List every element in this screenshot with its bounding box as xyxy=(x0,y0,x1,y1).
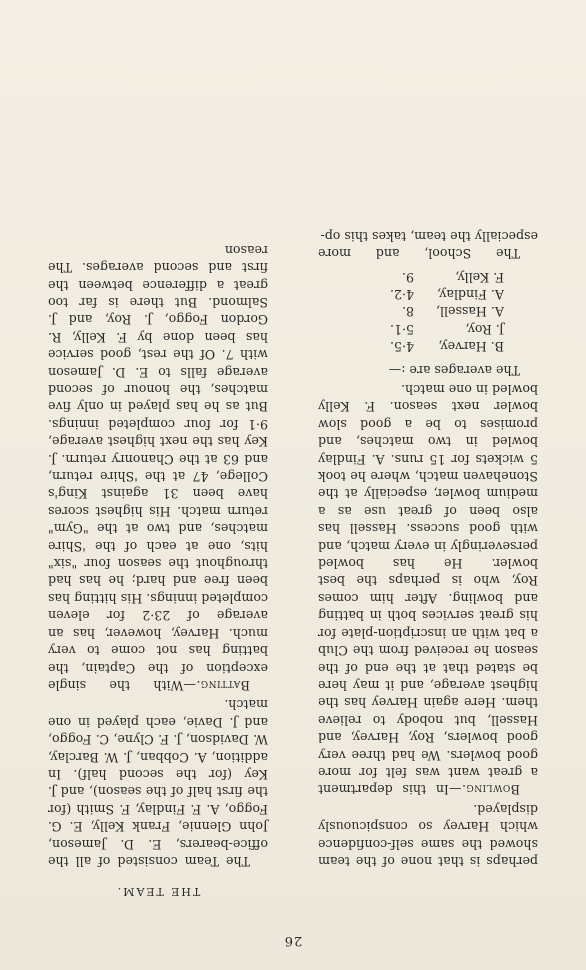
average-name: A. Findlay, xyxy=(436,287,504,302)
batting-label: Batting. xyxy=(195,677,250,693)
closing-paragraph: The School, and more especially the team, takes this op- xyxy=(318,228,538,262)
average-value: 5·1. xyxy=(389,321,414,337)
average-value: 4·2. xyxy=(389,287,414,302)
average-value: 4·5. xyxy=(389,339,414,355)
average-row xyxy=(318,338,504,355)
bowling-text: —In this department a great want was felt for more good bowlers. We had three very good bowlers, Roy, Harvey, and Hassell, but nobody to relieve them. Here again Harvey has the highest average, and it may here be stated that at the end of the season he received from the Club a bat with an inscription-plate for his great services both in batting and bowling. After him comes Roy, who is perhaps the best bowler. He has bowled perseveringly in every match, and with good success. Hassell has also been of great use as a medium bowler, especially at the Stonehaven match, where he took 5 wickets for 15 runs. A. Findlay bowled in two matches, and promises to be a good slow bowler next season. F. Kelly bowled in one match. xyxy=(318,382,538,798)
average-row xyxy=(318,303,504,320)
average-value: 8. xyxy=(401,304,414,320)
average-row xyxy=(318,268,504,285)
page-number: 26 xyxy=(283,933,303,948)
team-paragraph: The Team consisted of all the office-bearers, E. D. Jameson, John Glennie, Frank Kelly, E. G. Foggo, A. F. Findlay, F. Smith (for the first half of the season), and J. Key (for the second half). In addition, A. Cobban, J. W. Barclay, W. Davidson, J. F. Clyne, C. Foggo, and J. Davie, each played in one match. xyxy=(48,697,268,869)
bowling-label: Bowling. xyxy=(461,782,520,798)
left-column xyxy=(318,225,538,870)
average-name: A. Hassell, xyxy=(435,304,504,320)
batting-text: —With the single exception of the Captain, the batting has not come to very much. Harvey, however, has an average of 23·2 for eleven completed innings. His hitting has been free and hard; he has had throughout the season four "six" hits, one at each of the 'Shire matches, and two at the "Gym" return match. His highest scores have been 31 against King's College, 47 at the 'Shire return, and 63 at the Chanonry return. J. Key has the next highest average, 9·1 for four completed innings. But as he has played in only five matches, the honour of second average falls to E. D. Jameson with 7. Of the rest, good service has been done by F. Kelly, R. Gordon Foggo, J. Roy, and J. Salmond. But there is far too great a difference between the first and second averages. The reason xyxy=(48,242,268,693)
averages-intro: The averages are :— xyxy=(388,362,520,378)
average-row xyxy=(318,320,504,337)
average-name: B. Harvey, xyxy=(438,339,504,355)
averages-list xyxy=(318,268,504,355)
continuation-paragraph: perhaps is that none of the team showed the same self-confidence which Harvey so conspicuously displayed. xyxy=(318,801,538,869)
batting-paragraph xyxy=(48,241,268,694)
average-name: J. Roy, xyxy=(465,321,504,337)
average-value: 9. xyxy=(401,269,414,285)
average-name: F. Kelly, xyxy=(455,269,504,285)
average-row xyxy=(318,286,504,303)
right-column xyxy=(48,239,268,870)
section-heading: THE TEAM. xyxy=(115,885,201,898)
bowling-paragraph xyxy=(318,381,538,799)
